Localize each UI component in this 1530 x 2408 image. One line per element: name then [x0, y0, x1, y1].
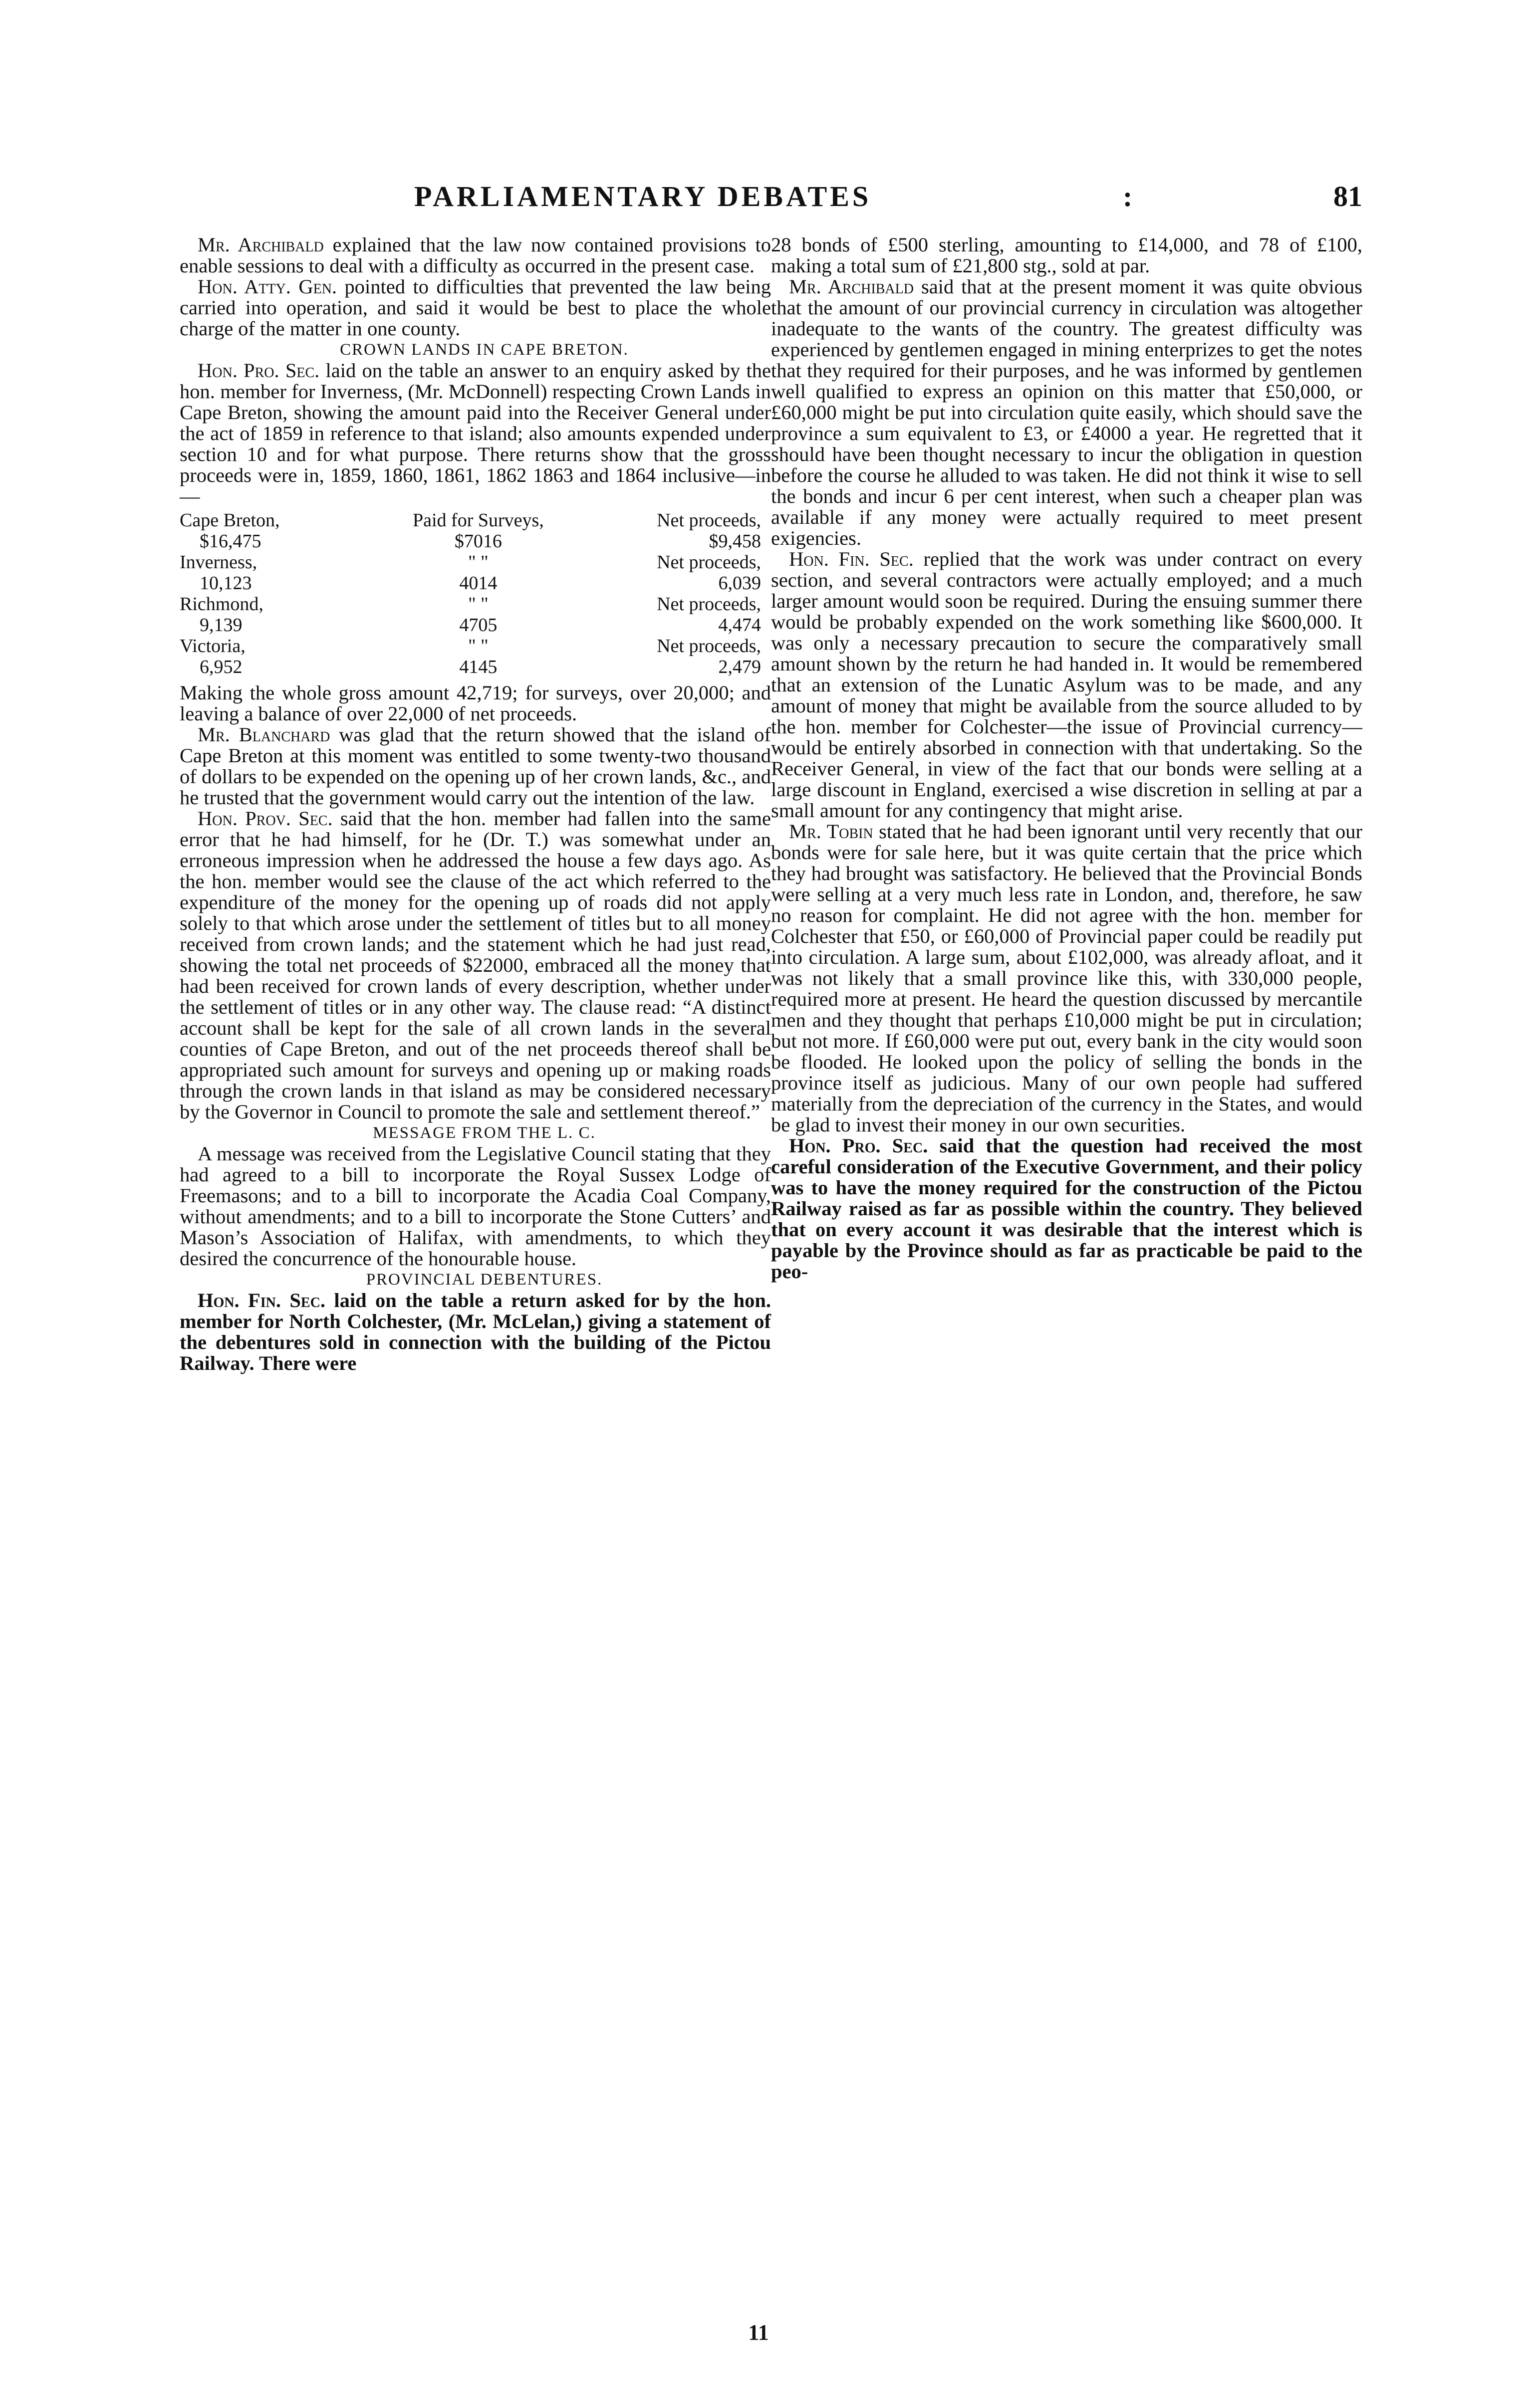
net-amount: 2,479: [718, 657, 761, 677]
table-row: [180, 636, 771, 677]
speaker-name: Hon. Fin. Sec.: [198, 1289, 325, 1312]
speaker-name: Hon. Pro. Sec.: [789, 1134, 928, 1157]
page-number: 81: [1333, 180, 1362, 213]
paragraph-text: laid on the table a return asked for by the hon. member for North Colchester, (Mr. McLelan,) giving a statement of the debentures sold in connection with the building of the Pictou Railway. There were: [180, 1289, 771, 1374]
county-name: Victoria,: [180, 636, 246, 657]
surveys-cell: [381, 594, 576, 636]
paragraph-text: was glad that the return showed that the island of Cape Breton at this moment was entitled to some twenty-two thousand of dollars to be expended on the opening up of her crown lands, &c., and he trusted that the government would carry out the intention of the law.: [180, 723, 771, 809]
paragraph: [771, 276, 1362, 549]
net-amount: 4,474: [718, 615, 761, 636]
paragraph-text: said that the question had received the most careful consideration of the Executive Government, and their policy was to have the money required for the construction of the Pictou Railway raised as far as possible within the country. They believed that on every account it was desirable that the interest which is payable by the Province should as far as practicable be paid to the peo-: [771, 1134, 1362, 1283]
paragraph: [180, 1290, 771, 1374]
paragraph: [771, 821, 1362, 1135]
gross-amount: $16,475: [200, 531, 261, 552]
paragraph-text: explained that the law now contained provisions to enable sessions to deal with a difficulty as occurred in the present case.: [180, 233, 771, 277]
left-column: [180, 234, 771, 1374]
county-cell: [180, 552, 381, 594]
paragraph: [180, 360, 771, 507]
paragraph: [180, 234, 771, 276]
county-name: Inverness,: [180, 552, 257, 573]
surveys-label: " ": [468, 594, 489, 615]
net-label: Net proceeds,: [657, 552, 761, 573]
paragraph: A message was received from the Legislative Council stating that they had agreed to a bill to incorporate the Royal Sussex Lodge of Freemasons; and to a bill to incorporate the Acadia Coal Company, without amendments; and to a bill to incorporate the Stone Cutters’ and Mason’s Association of Halifax, with amendments, to which they desired the concurrence of the honourable house.: [180, 1142, 771, 1270]
paragraph: 28 bonds of £500 sterling, amounting to £14,000, and 78 of £100, making a total sum of £21,800 stg., sold at par.: [771, 233, 1362, 277]
net-cell: [576, 510, 771, 552]
speaker-name: Hon. Atty. Gen.: [198, 275, 337, 298]
running-title: PARLIAMENTARY DEBATES: [414, 180, 872, 213]
net-cell: [576, 636, 771, 677]
signature-mark: 11: [748, 2320, 769, 2345]
net-label: Net proceeds,: [657, 510, 761, 531]
surveys-label: " ": [468, 552, 489, 573]
section-heading: PROVINCIAL DEBENTURES.: [366, 1271, 603, 1289]
running-header: [165, 180, 1362, 224]
speaker-name: Hon. Fin. Sec.: [789, 548, 914, 570]
gross-amount: 6,952: [200, 657, 243, 677]
surveys-cell: [381, 510, 576, 552]
surveys-cell: [381, 552, 576, 594]
net-cell: [576, 594, 771, 636]
table-row: [180, 594, 771, 636]
right-column: [771, 234, 1362, 1282]
speaker-name: Hon. Pro. Sec.: [198, 359, 320, 382]
paragraph-text: pointed to difficulties that prevented the law being carried into operation, and said it would be best to place the whole charge of the matter in one county.: [180, 275, 771, 340]
net-amount: 6,039: [718, 573, 761, 594]
paragraph: [180, 276, 771, 339]
paragraph-text: replied that the work was under contract on every section, and several contractors were actually employed; and a much larger amount would soon be required. During the ensuing summer there would be probably expended on the work something like $600,000. It was only a necessary precaution to secure the comparatively small amount shown by the return he had handed in. It would be remembered that an extension of the Lunatic Asylum was to be made, and any amount of money that might be available from the source alluded to by the hon. member for Colchester—the issue of Provincial currency—would be entirely absorbed in connection with that undertaking. So the Receiver General, in view of the fact that our bonds were selling at a large discount in England, exercised a wise discretion in selling at par a small amount for any contingency that might arise.: [771, 548, 1362, 822]
paragraph-text: said that at the present moment it was quite obvious that the amount of our provincial currency in circulation was altogether inadequate to the wants of the country. The greatest difficulty was experienced by gentlemen engaged in mining enterprizes to get the notes that they required for their purposes, and he was informed by gentlemen well qualified to express an opinion on this matter that £50,000, or £60,000 might be put into circulation quite easily, which should save the province a sum equivalent to £3, or £4000 a year. He regretted that it should have been thought necessary to incur the obligation in question before the course he alluded to was taken. He did not think it wise to sell the bonds and incur 6 per cent interest, when such a cheaper plan was available if any money were actually required to meet present exigencies.: [771, 275, 1363, 549]
paragraph-text: stated that he had been ignorant until very recently that our bonds were for sale here, but it was quite certain that the price which they had brought was satisfactory. He believed that the Provincial Bonds were selling at a very much less rate in London, and, therefore, he saw no reason for complaint. He did not agree with the hon. member for Colchester that £50, or £60,000 of Provincial paper could be readily put into circulation. A large sum, about £102,000, was already afloat, and it was not likely that a small province like this, with 330,000 people, required more at present. He heard the question discussed by mercantile men and they thought that perhaps £10,000 might be put in circulation; but not more. If £60,000 were put out, every bank in the city would soon be flooded. He looked upon the policy of selling the bonds in the province itself as judicious. Many of our own people had suffered materially from the depreciation of the currency in the States, and would be glad to invest their money in our own securities.: [771, 820, 1362, 1136]
paragraph: [771, 1135, 1362, 1282]
surveys-label: " ": [468, 636, 489, 657]
county-name: Richmond,: [180, 594, 263, 615]
county-name: Cape Breton,: [180, 510, 280, 531]
surveys-amount: $7016: [454, 531, 502, 552]
speaker-name: Mr. Archibald: [198, 233, 324, 256]
paragraph-text: said that the hon. member had fallen into the same error that he had himself, for he (Dr. T.) was somewhat under an erroneous impression when he addressed the house a few days ago. As the hon. member would see the clause of the act which referred to the expenditure of the money for the opening up of roads did not apply solely to that which arose under the settlement of titles but to all money received from crown lands; and the statement which he had just read, showing the total net proceeds of $22000, embraced all the money that had been received for crown lands of every description, whether under the settlement of titles or in any other way. The clause read: “A distinct account shall be kept for the sale of all crown lands in the several counties of Cape Breton, and out of the net proceeds thereof shall be appropriated such amount for surveys and opening up or making roads through the crown lands in that island as may be considered necessary by the Governor in Council to promote the sale and settlement thereof.”: [180, 807, 771, 1123]
gross-amount: 9,139: [200, 615, 243, 636]
paragraph: [771, 549, 1362, 821]
surveys-amount: 4705: [459, 615, 498, 636]
county-cell: [180, 636, 381, 677]
net-label: Net proceeds,: [657, 594, 761, 615]
section-heading: MESSAGE FROM THE L. C.: [373, 1124, 596, 1142]
net-label: Net proceeds,: [657, 636, 761, 657]
table-row: [180, 552, 771, 594]
paragraph-text: laid on the table an answer to an enquiry asked by the hon. member for Inverness, (Mr. McDonnell) respecting Crown Lands in Cape Breton, showing the amount paid into the Receiver General under the act of 1859 in reference to that island; also amounts expended under section 10 and for what purpose. There returns show that the gross proceeds were in, 1859, 1860, 1861, 1862 1863 and 1864 inclusive—in—: [180, 359, 771, 507]
section-heading: CROWN LANDS IN CAPE BRETON.: [340, 341, 629, 359]
table-row: [180, 510, 771, 552]
county-cell: [180, 510, 381, 552]
net-cell: [576, 552, 771, 594]
surveys-amount: 4145: [459, 657, 498, 677]
surveys-label: Paid for Surveys,: [413, 510, 544, 531]
paragraph: Making the whole gross amount 42,719; for surveys, over 20,000; and leaving a balance of over 22,000 of net proceeds.: [180, 681, 771, 725]
paragraph: [180, 808, 771, 1122]
header-colon: :: [1123, 180, 1133, 213]
speaker-name: Mr. Blanchard: [198, 723, 330, 746]
proceeds-table: [180, 510, 771, 677]
speaker-name: Hon. Prov. Sec.: [198, 807, 333, 830]
county-cell: [180, 594, 381, 636]
paragraph: [180, 724, 771, 808]
net-amount: $9,458: [709, 531, 761, 552]
surveys-cell: [381, 636, 576, 677]
speaker-name: Mr. Archibald: [789, 275, 914, 298]
speaker-name: Mr. Tobin: [789, 820, 873, 843]
surveys-amount: 4014: [459, 573, 498, 594]
gross-amount: 10,123: [200, 573, 252, 594]
